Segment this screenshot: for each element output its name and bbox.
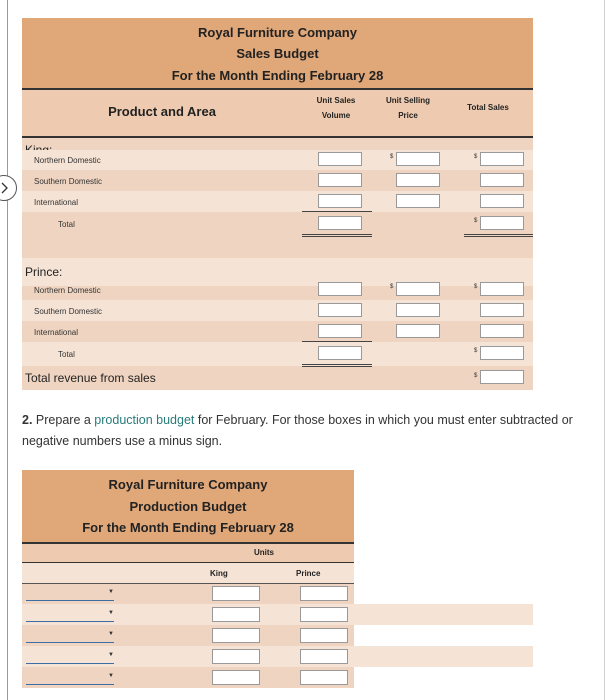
prince-southern-price-input[interactable]	[396, 303, 440, 317]
total-underline	[464, 234, 533, 235]
dropdown-arrow-icon: ▼	[108, 631, 114, 637]
prince-southern-volume-input[interactable]	[318, 303, 362, 317]
king-prince-header-row	[22, 563, 354, 584]
king-international-price-input[interactable]	[396, 194, 440, 208]
company-name: Royal Furniture Company	[108, 477, 268, 492]
sales-budget-table	[22, 18, 533, 390]
line-item-select[interactable]	[26, 608, 114, 622]
table-row	[22, 150, 533, 170]
dollar-sign: $	[474, 373, 478, 379]
prince-international-price-input[interactable]	[396, 324, 440, 338]
chevron-right-icon	[1, 182, 9, 194]
line-item-select[interactable]	[26, 650, 114, 664]
prince-total-sales-input[interactable]	[480, 346, 524, 360]
prince-international-total-input[interactable]	[480, 324, 524, 338]
prince-northern-price-input[interactable]	[396, 282, 440, 296]
previous-page-button[interactable]	[0, 175, 17, 201]
row-label: Total	[58, 350, 75, 359]
total-revenue-input[interactable]	[480, 370, 524, 384]
king-total-volume-input[interactable]	[318, 216, 362, 230]
dollar-sign: $	[474, 348, 478, 354]
dollar-sign: $	[474, 154, 478, 160]
prince-label: Prince:	[25, 265, 63, 279]
row-label: Northern Domestic	[34, 286, 101, 295]
table-row	[22, 212, 533, 236]
king-southern-volume-input[interactable]	[318, 173, 362, 187]
king-northern-price-input[interactable]	[396, 152, 440, 166]
dollar-sign: $	[474, 218, 478, 224]
line-item-select[interactable]	[26, 629, 114, 643]
page-border-right	[604, 0, 605, 700]
dollar-sign: $	[390, 284, 394, 290]
king-northern-total-input[interactable]	[480, 152, 524, 166]
prince-units-input[interactable]	[300, 670, 348, 685]
prince-northern-volume-input[interactable]	[318, 282, 362, 296]
king-international-volume-input[interactable]	[318, 194, 362, 208]
prince-units-input[interactable]	[300, 607, 348, 622]
units-header: Units	[254, 548, 274, 557]
total-underline	[302, 236, 372, 237]
instruction-text-after: for February. For those boxes in which you must enter subtracted or negative numbers use a minus sign.	[22, 413, 573, 448]
row-label: Northern Domestic	[34, 156, 101, 165]
king-units-input[interactable]	[212, 670, 260, 685]
page-border-left	[7, 0, 8, 700]
step-number: 2.	[22, 413, 33, 427]
table-row	[22, 667, 533, 688]
king-international-total-input[interactable]	[480, 194, 524, 208]
unit-price-header-2: Price	[398, 111, 418, 120]
king-units-input[interactable]	[212, 628, 260, 643]
prince-international-volume-input[interactable]	[318, 324, 362, 338]
king-column-header: King	[210, 569, 228, 578]
row-label: International	[34, 328, 79, 337]
table-row	[22, 646, 533, 667]
table-row	[22, 321, 533, 342]
prince-total-volume-input[interactable]	[318, 346, 362, 360]
dollar-sign: $	[474, 284, 478, 290]
king-southern-price-input[interactable]	[396, 173, 440, 187]
instruction-paragraph	[22, 410, 582, 452]
budget-period: For the Month Ending February 28	[82, 520, 294, 535]
column-header-row	[22, 90, 533, 138]
unit-sales-header-2: Volume	[321, 111, 351, 120]
line-item-select[interactable]	[26, 671, 114, 685]
table-row	[22, 300, 533, 321]
table-row	[22, 604, 533, 625]
total-underline	[302, 364, 372, 365]
table-row	[22, 191, 533, 212]
production-budget-link[interactable]: production budget	[94, 413, 195, 427]
table-row	[22, 342, 533, 366]
unit-price-header-1: Unit Selling	[386, 96, 430, 105]
king-units-input[interactable]	[212, 586, 260, 601]
row-label: International	[34, 198, 79, 207]
table-row	[22, 625, 533, 646]
king-southern-total-input[interactable]	[480, 173, 524, 187]
company-name: Royal Furniture Company	[198, 25, 357, 40]
budget-title: Production Budget	[129, 499, 247, 514]
prince-units-input[interactable]	[300, 628, 348, 643]
production-budget-header	[22, 470, 354, 544]
table-row	[22, 170, 533, 191]
total-revenue-label: Total revenue from sales	[25, 371, 156, 385]
prince-column-header: Prince	[296, 569, 321, 578]
budget-period: For the Month Ending February 28	[171, 68, 384, 83]
unit-sales-header-1: Unit Sales	[316, 96, 356, 105]
production-budget-table	[22, 470, 354, 688]
dropdown-arrow-icon: ▼	[108, 610, 114, 616]
table-row	[22, 583, 533, 604]
table-row	[22, 280, 533, 300]
instruction-text-before: Prepare a	[35, 413, 95, 427]
prince-northern-total-input[interactable]	[480, 282, 524, 296]
budget-title: Sales Budget	[236, 46, 319, 61]
prince-southern-total-input[interactable]	[480, 303, 524, 317]
dropdown-arrow-icon: ▼	[108, 589, 114, 595]
dropdown-arrow-icon: ▼	[108, 673, 114, 679]
table-row	[22, 367, 533, 390]
king-northern-volume-input[interactable]	[318, 152, 362, 166]
product-area-header: Product and Area	[108, 104, 216, 119]
king-units-input[interactable]	[212, 649, 260, 664]
dropdown-arrow-icon: ▼	[108, 652, 114, 658]
total-underline	[464, 236, 533, 237]
dollar-sign: $	[390, 154, 394, 160]
row-label: Southern Domestic	[34, 177, 103, 186]
prince-units-input[interactable]	[300, 586, 348, 601]
king-units-input[interactable]	[212, 607, 260, 622]
total-sales-header: Total Sales	[467, 103, 509, 112]
prince-units-input[interactable]	[300, 649, 348, 664]
row-label: Southern Domestic	[34, 307, 103, 316]
line-item-select[interactable]	[26, 587, 114, 601]
total-underline	[302, 234, 372, 235]
sales-budget-header	[22, 18, 533, 90]
row-label: Total	[58, 220, 75, 229]
units-header-row	[22, 544, 354, 563]
king-total-sales-input[interactable]	[480, 216, 524, 230]
